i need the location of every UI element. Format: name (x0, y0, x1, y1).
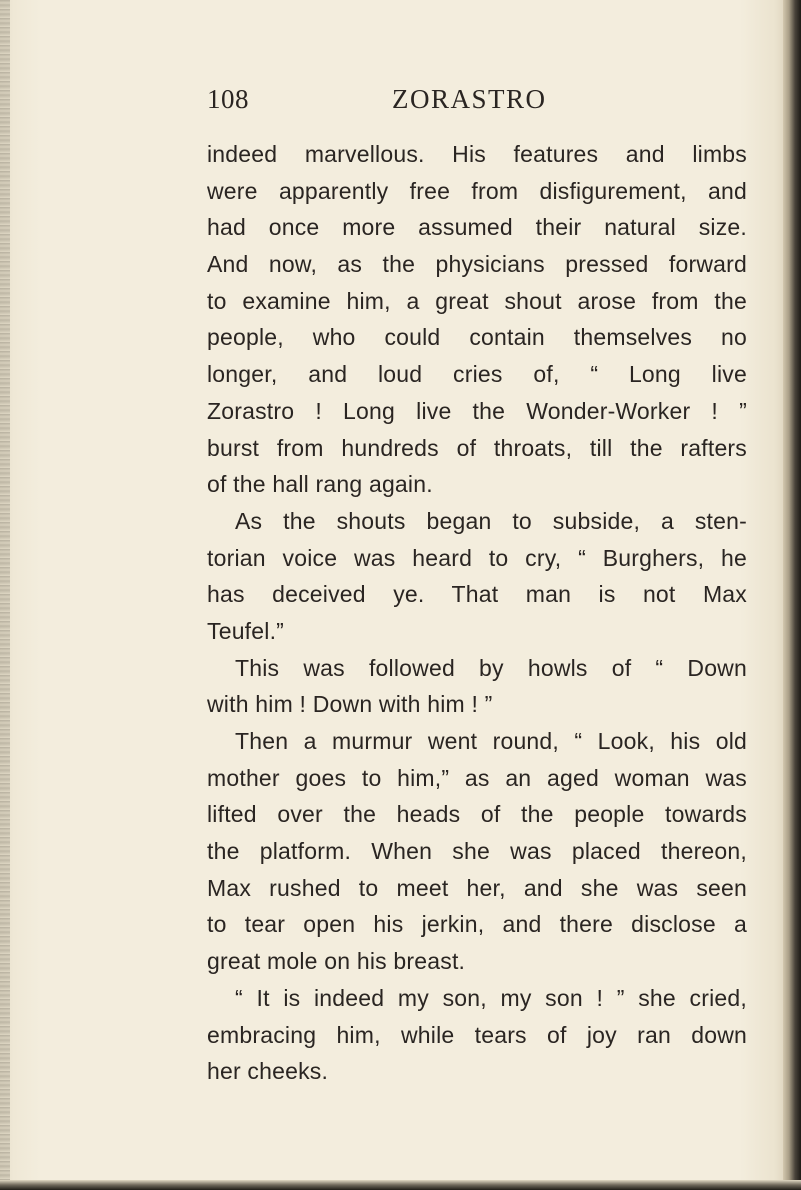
text-line: “ It is indeed my son, my son ! ” she cried, (235, 984, 747, 1011)
page-header (207, 84, 757, 124)
text-line: to examine him, a great shout arose from the (207, 287, 747, 314)
page-bottom-edge (0, 1180, 801, 1190)
text-line: longer, and loud cries of, “ Long live (207, 361, 747, 388)
text-line: As the shouts began to subside, a sten- (235, 507, 747, 534)
text-line: torian voice was heard to cry, “ Burghers, he (207, 544, 747, 571)
text-line: Then a murmur went round, “ Look, his old (235, 728, 747, 754)
text-line: people, who could contain themselves no (207, 324, 747, 351)
page-left-edge (0, 0, 10, 1190)
text-line: mother goes to him,” as an aged woman was (207, 764, 747, 791)
text-line: burst from hundreds of throats, till the rafters (207, 434, 747, 461)
text-line: with him ! Down with him ! ” (207, 691, 493, 718)
text-line: Zorastro ! Long live the Wonder-Worker ! ” (207, 397, 747, 424)
text-line: the platform. When she was placed thereon, (207, 838, 747, 865)
body-text (207, 136, 747, 1090)
text-line: were apparently free from disfigurement, and (207, 177, 747, 204)
text-line: And now, as the physicians pressed forward (207, 251, 747, 278)
text-line: embracing him, while tears of joy ran down (207, 1021, 747, 1048)
text-line: of the hall rang again. (207, 471, 433, 498)
page-right-edge (783, 0, 801, 1190)
text-line: This was followed by howls of “ Down (235, 654, 747, 681)
text-line: Teufel.” (207, 617, 285, 644)
text-line: great mole on his breast. (207, 948, 466, 975)
text-line: Max rushed to meet her, and she was seen (207, 874, 747, 901)
text-line: to tear open his jerkin, and there disclose a (207, 911, 747, 938)
text-line: has deceived ye. That man is not Max (207, 581, 747, 608)
text-line: indeed marvellous. His features and limbs (207, 141, 747, 167)
text-line: her cheeks. (207, 1058, 329, 1085)
page-number: 108 (207, 84, 249, 114)
text-line: lifted over the heads of the people towards (207, 801, 747, 828)
text-line: had once more assumed their natural size. (207, 214, 747, 241)
running-head: ZORASTRO (392, 84, 547, 114)
